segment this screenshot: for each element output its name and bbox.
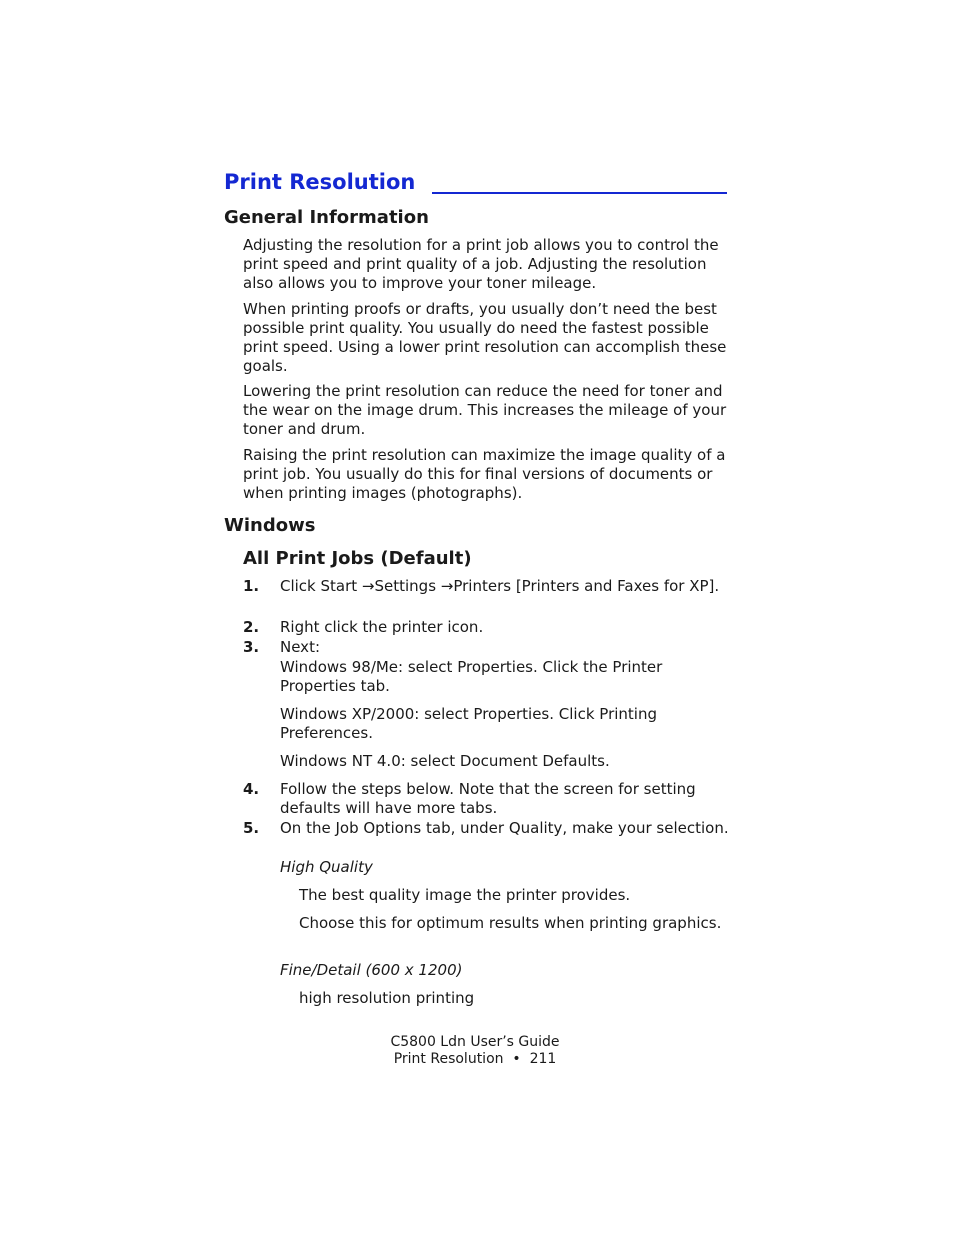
quality-option-description: Choose this for optimum results when printing graphics. (299, 914, 722, 932)
step-number: 1. (243, 577, 260, 595)
step-text: On the Job Options tab, under Quality, make your selection. (280, 819, 729, 837)
step-text: Follow the steps below. Note that the screen for setting defaults will have more tabs. (280, 780, 696, 817)
step-number: 2. (243, 618, 260, 636)
paragraph: Adjusting the resolution for a print job allows you to control the print speed and print quality of a job. Adjusting the resolution also allows you to improve your toner mileage. (243, 236, 719, 292)
page-title: Print Resolution (224, 170, 416, 194)
step-sub-text: Windows NT 4.0: select Document Defaults. (280, 752, 610, 770)
step-text: Click Start →Settings →Printers [Printers and Faxes for XP]. (280, 577, 720, 595)
paragraph: When printing proofs or drafts, you usually don’t need the best possible print quality. You usually do need the fastest possible print speed. Using a lower print resolution can accomplish these goals. (243, 300, 727, 375)
paragraph: Lowering the print resolution can reduce the need for toner and the wear on the image drum. This increases the mileage of your toner and drum. (243, 382, 727, 438)
quality-option-description: The best quality image the printer provides. (299, 886, 631, 904)
title-underline (432, 192, 727, 194)
quality-option-name: High Quality (280, 858, 373, 876)
quality-option-name: Fine/Detail (600 x 1200) (280, 961, 463, 979)
step-number: 3. (243, 638, 260, 656)
footer-guide-name: C5800 Ldn User’s Guide (390, 1034, 560, 1050)
footer-page-info: Print Resolution • 211 (393, 1051, 557, 1067)
step-sub-text: Windows 98/Me: select Properties. Click the Printer Properties tab. (280, 658, 663, 695)
subsection-heading-all-print-jobs: All Print Jobs (Default) (243, 548, 472, 569)
step-text: Next: (280, 638, 320, 656)
step-number: 4. (243, 780, 260, 798)
paragraph: Raising the print resolution can maximize the image quality of a print job. You usually do this for final versions of documents or when printing images (photographs). (243, 446, 726, 502)
section-heading-general: General Information (224, 207, 429, 228)
section-heading-windows: Windows (224, 515, 316, 536)
step-number: 5. (243, 819, 260, 837)
quality-option-description: high resolution printing (299, 989, 475, 1007)
step-text: Right click the printer icon. (280, 618, 484, 636)
step-sub-text: Windows XP/2000: select Properties. Click Printing Preferences. (280, 705, 657, 742)
